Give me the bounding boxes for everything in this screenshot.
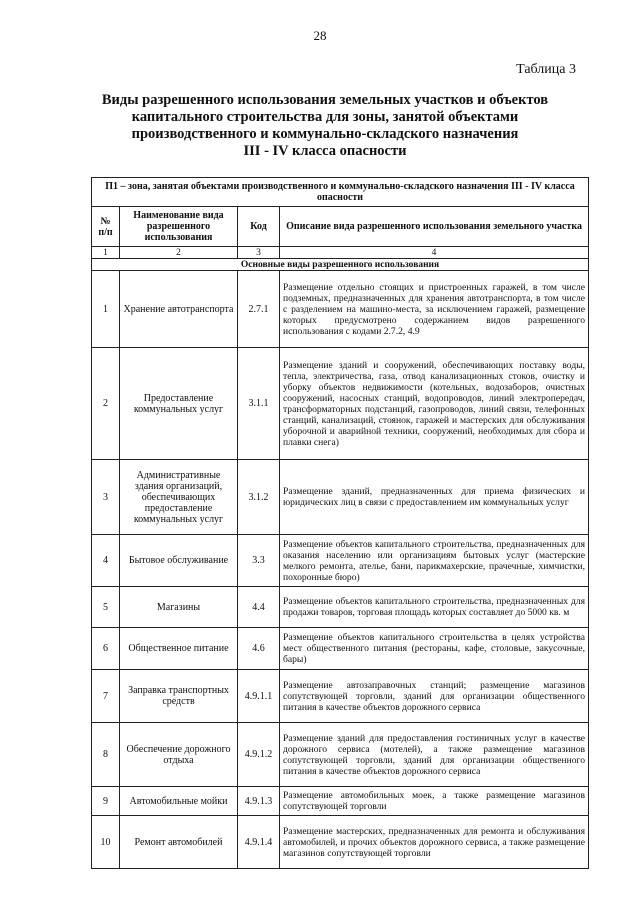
title-line: капитального строительства для зоны, занятой объектами [131,109,519,125]
row-name: Бытовое обслуживание [120,535,238,587]
document-title [70,92,580,160]
row-num: 1 [92,271,120,348]
row-num: 4 [92,535,120,587]
table-row [92,670,589,723]
title-line: Виды разрешенного использования земельных участков и объектов [101,92,549,108]
row-desc: Размещение зданий, предназначенных для приема физических и юридических лиц в связи с предоставлением им коммунальных услуг [280,460,589,535]
row-code: 3.3 [238,535,280,587]
row-num: 2 [92,348,120,460]
row-num: 3 [92,460,120,535]
land-use-table [91,177,589,869]
row-name: Хранение автотранспорта [120,271,238,348]
row-desc: Размещение зданий и сооружений, обеспечивающих поставку воды, тепла, электричества, газа, отвод канализационных стоков, очистку и уборку объектов недвижимости (котельных, водозаборов, очистных сооружений, насосных станций, водопроводов, линий электропередач, трансформаторных подстанций, газопроводов, линий связи, телефонных станций, канализаций, стоянок, гаражей и мастерских для обслуживания уборочной и аварийной техники, сооружений, необходимых для сбора и плавки снега) [280,348,589,460]
table-row [92,271,589,348]
row-code: 2.7.1 [238,271,280,348]
row-desc: Размещение мастерских, предназначенных для ремонта и обслуживания автомобилей, и прочих объектов дорожного сервиса, а также размещение магазинов сопутствующей торговли [280,816,589,869]
header-code: Код [238,207,280,247]
table-row [92,787,589,816]
row-name: Общественное питание [120,628,238,670]
row-code: 4.9.1.1 [238,670,280,723]
row-code: 3.1.1 [238,348,280,460]
row-num: 5 [92,587,120,628]
table-row [92,460,589,535]
column-number: 3 [238,247,280,259]
row-name: Магазины [120,587,238,628]
table-row [92,587,589,628]
page-number: 28 [313,28,327,43]
row-code: 4.4 [238,587,280,628]
row-code: 4.6 [238,628,280,670]
header-num: № п/п [92,207,120,247]
row-code: 4.9.1.2 [238,723,280,787]
row-desc: Размещение автозаправочных станций; размещение магазинов сопутствующей торговли, зданий для организации общественного питания в качестве объектов дорожного сервиса [280,670,589,723]
row-name: Заправка транспортных средств [120,670,238,723]
table-row [92,628,589,670]
table-row [92,723,589,787]
row-name: Ремонт автомобилей [120,816,238,869]
row-desc: Размещение объектов капитального строительства, предназначенных для продажи товаров, торговая площадь которых составляет до 5000 кв. м [280,587,589,628]
row-name: Обеспечение дорожного отдыха [120,723,238,787]
row-desc: Размещение автомобильных моек, а также размещение магазинов сопутствующей торговли [280,787,589,816]
row-code: 3.1.2 [238,460,280,535]
table-label: Таблица 3 [516,62,576,77]
table-row [92,535,589,587]
row-name: Предоставление коммунальных услуг [120,348,238,460]
row-num: 10 [92,816,120,869]
table-row [92,348,589,460]
header-desc: Описание вида разрешенного использования земельного участка [280,207,589,247]
section-heading: Основные виды разрешенного использования [92,259,589,271]
row-code: 4.9.1.4 [238,816,280,869]
table-row [92,816,589,869]
title-line: производственного и коммунально-складского назначения [131,126,519,142]
row-name: Автомобильные мойки [120,787,238,816]
row-desc: Размещение объектов капитального строительства, предназначенных для оказания населению или организациям бытовых услуг (мастерские мелкого ремонта, ателье, бани, парикмахерские, прачечные, химчистки, похоронные бюро) [280,535,589,587]
header-name: Наименование вида разрешенного использования [120,207,238,247]
title-line: III - IV класса опасности [243,143,407,159]
row-code: 4.9.1.3 [238,787,280,816]
column-number: 4 [280,247,589,259]
row-desc: Размещение отдельно стоящих и пристроенных гаражей, в том числе подземных, предназначенных для хранения автотранспорта, в том числе с разделением на машино-места, за исключением гаражей, размещение которых предусмотрено содержанием видов разрешенного использования с кодами 2.7.2, 4.9 [280,271,589,348]
row-desc: Размещение зданий для предоставления гостиничных услуг в качестве дорожного сервиса (мотелей), а также размещение магазинов сопутствующей торговли, зданий для организации общественного питания в качестве объектов дорожного сервиса [280,723,589,787]
row-num: 8 [92,723,120,787]
column-number: 2 [120,247,238,259]
row-desc: Размещение объектов капитального строительства в целях устройства мест общественного питания (рестораны, кафе, столовые, закусочные, бары) [280,628,589,670]
column-number: 1 [92,247,120,259]
row-num: 7 [92,670,120,723]
row-num: 9 [92,787,120,816]
row-name: Административные здания организаций, обеспечивающих предоставление коммунальных услуг [120,460,238,535]
row-num: 6 [92,628,120,670]
zone-title: П1 – зона, занятая объектами производственного и коммунально-складского назначения III - IV класса опасности [92,178,589,207]
